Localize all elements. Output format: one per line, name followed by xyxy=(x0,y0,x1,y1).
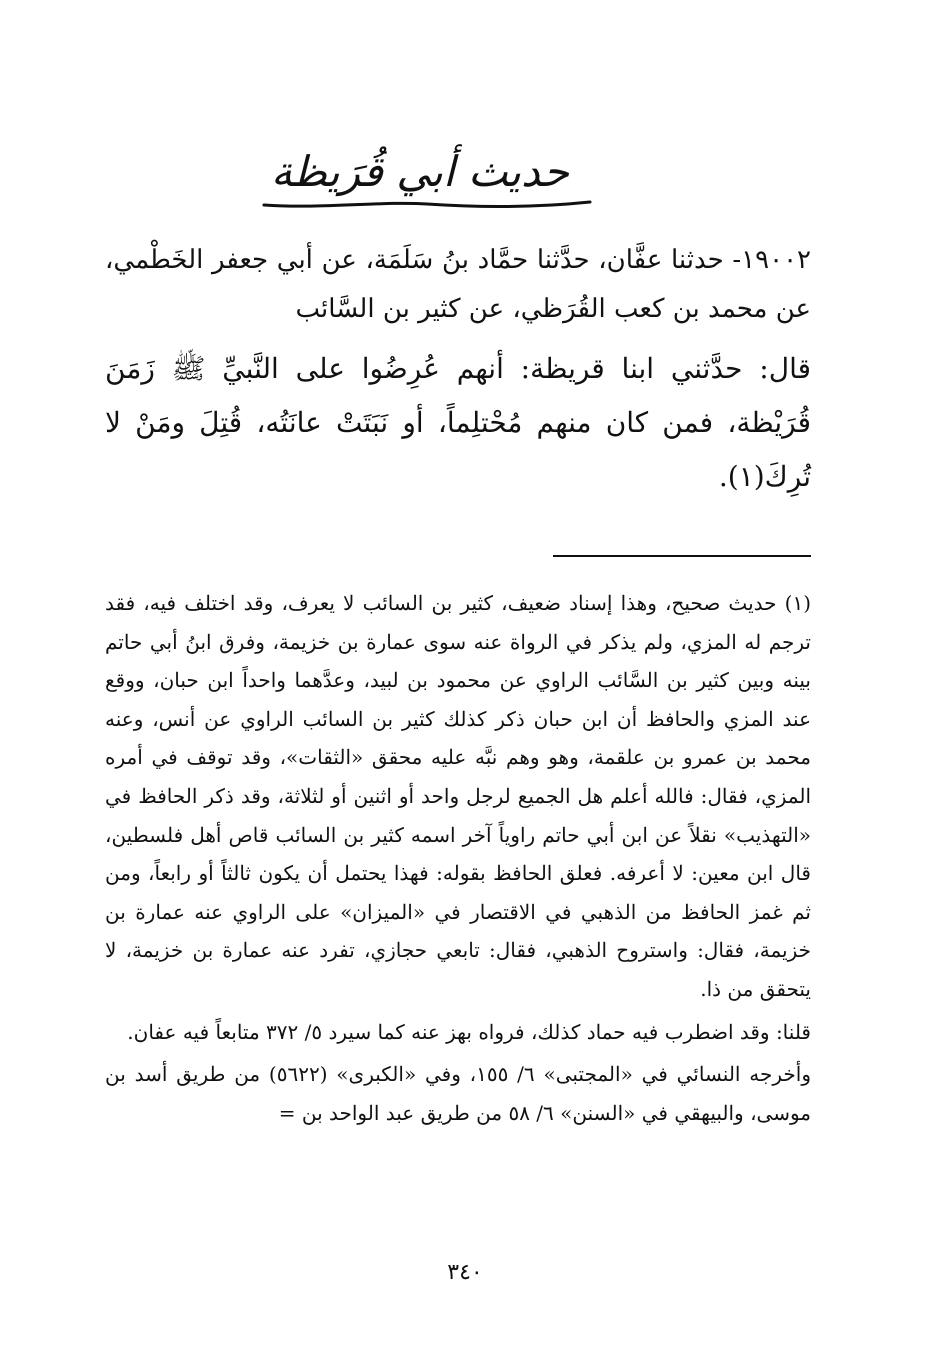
hadith-matn: قال: حدَّثني ابنا قريظة: أنهم عُرِضُوا على النَّبيِّ ﷺ زَمَنَ قُرَيْظة، فمن كان منهم مُحْتلِماً، أو نَبَتَتْ عانَتُه، قُتِلَ ومَنْ لا تُرِكَ(١). xyxy=(105,352,811,493)
chapter-title: حديث أبي قُرَيظة xyxy=(271,147,569,196)
footnote-paragraph: (١) حديث صحيح، وهذا إسناد ضعيف، كثير بن السائب لا يعرف، وقد اختلف فيه، فقد ترجم له المزي، ولم يذكر في الرواة عنه سوى عمارة بن خزيمة، وفرق ابنُ أبي حاتم بينه وبين كثير بن السَّائب الراوي عن محمود بن لبيد، وعدَّهما واحداً ابن حبان، ووقع عند المزي والحافظ أن ابن حبان ذكر كذلك كثير بن السائب الراوي عن أنس، وعنه محمد بن عمرو بن علقمة، وهو وهم نبَّه عليه محقق «الثقات»، وقد توقف في أمره المزي، فقال: فالله أعلم هل الجميع لرجل واحد أو اثنين أو لثلاثة، وقد ذكر الحافظ في «التهذيب» نقلاً عن ابن أبي حاتم راوياً آخر اسمه كثير بن السائب قاص أهل فلسطين، قال ابن معين: لا أعرفه. فعلق الحافظ بقوله: فهذا يحتمل أن يكون ثالثاً أو رابعاً، ومن ثم غمز الحافظ من الذهبي في الاقتصار في «الميزان» على الراوي عنه عمارة بن خزيمة، فقال: واستروح الذهبي، فقال: تابعي حجازي، تفرد عنه عمارة بن خزيمة، لا يتحقق من ذا. xyxy=(105,591,811,1001)
footnotes-block xyxy=(105,584,811,1132)
page-number: ٣٤٠ xyxy=(447,1260,483,1285)
hadith-block xyxy=(105,236,811,504)
footnote-paragraph: قلنا: وقد اضطرب فيه حماد كذلك، فرواه بهز عنه كما سيرد ٥/ ٣٧٢ متابعاً فيه عفان. xyxy=(127,1019,811,1044)
footnote-paragraph: وأخرجه النسائي في «المجتبى» ٦/ ١٥٥، وفي «الكبرى» (٥٦٢٢) من طريق أسد بن موسى، والبيهقي في «السنن» ٦/ ٥٨ من طريق عبد الواحد بن = xyxy=(105,1062,811,1125)
title-flourish-ornament xyxy=(262,196,592,210)
footnote-separator xyxy=(553,555,811,557)
hadith-isnad: ١٩٠٠٢- حدثنا عفَّان، حدَّثنا حمَّاد بنُ سَلَمَة، عن أبي جعفر الخَطْمي، عن محمد بن كعب القُرَظي، عن كثير بن السَّائب xyxy=(105,245,811,324)
